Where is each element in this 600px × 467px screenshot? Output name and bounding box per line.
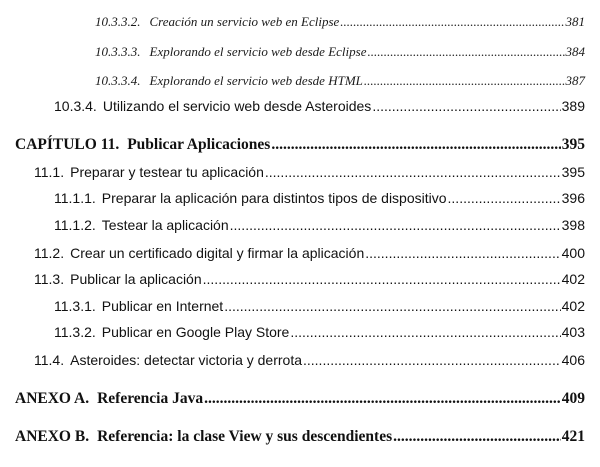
toc-number: ANEXO B. bbox=[15, 428, 90, 445]
toc-leader-dots bbox=[230, 217, 561, 233]
toc-title: Publicar en Google Play Store bbox=[101, 324, 290, 340]
toc-title: Testear la aplicación bbox=[101, 217, 229, 233]
toc-title: Explorando el servicio web desde HTML bbox=[149, 73, 363, 88]
toc-page-number: 395 bbox=[561, 136, 585, 153]
toc-page-number: 398 bbox=[561, 217, 585, 233]
toc-entry-11-1[interactable] bbox=[34, 164, 585, 180]
toc-page-number: 395 bbox=[561, 164, 585, 180]
toc-title: Publicar en Internet bbox=[101, 298, 224, 314]
toc-number: 11.1.2. bbox=[54, 217, 96, 233]
toc-title: Referencia: la clase View y sus descendientes bbox=[97, 428, 393, 445]
toc-title: Utilizando el servicio web desde Asteroides bbox=[102, 98, 372, 114]
toc-leader-dots bbox=[224, 298, 560, 314]
toc-entry-10-3-3-4[interactable] bbox=[95, 73, 585, 89]
toc-number: 11.4. bbox=[34, 352, 65, 368]
toc-title: Explorando el servicio web desde Eclipse bbox=[149, 44, 367, 59]
toc-leader-dots bbox=[448, 190, 561, 206]
toc-page-number: 384 bbox=[565, 44, 585, 59]
toc-leader-dots bbox=[393, 428, 561, 446]
toc-title: Publicar Aplicaciones bbox=[127, 136, 271, 153]
toc-title: Referencia Java bbox=[97, 390, 204, 407]
toc-number: 10.3.3.3. bbox=[95, 44, 141, 59]
toc-leader-dots bbox=[367, 44, 564, 60]
toc-leader-dots bbox=[265, 164, 561, 180]
toc-entry-11-1-1[interactable] bbox=[54, 190, 585, 206]
toc-title: Crear un certificado digital y firmar la aplicación bbox=[70, 245, 365, 261]
toc-leader-dots bbox=[271, 136, 560, 154]
toc-page-number: 402 bbox=[561, 298, 585, 314]
toc-number: 11.3.2. bbox=[54, 324, 96, 340]
toc-leader-dots bbox=[364, 73, 565, 89]
toc-number: CAPÍTULO 11. bbox=[15, 136, 120, 153]
toc-entry-11-3-1[interactable] bbox=[54, 298, 585, 314]
toc-number: 10.3.3.4. bbox=[95, 73, 141, 88]
toc-title: Creación un servicio web en Eclipse bbox=[149, 14, 340, 29]
toc-number: 11.3. bbox=[34, 271, 65, 287]
toc-title: Preparar la aplicación para distintos tipos de dispositivo bbox=[101, 190, 447, 206]
toc-page-number: 400 bbox=[561, 245, 585, 261]
toc-number: 11.1. bbox=[34, 164, 65, 180]
toc-leader-dots bbox=[290, 324, 560, 340]
toc-page-number: 421 bbox=[561, 428, 585, 445]
toc-page-number: 402 bbox=[561, 271, 585, 287]
toc-entry-11-3[interactable] bbox=[34, 271, 585, 287]
toc-page-number: 389 bbox=[561, 98, 585, 114]
toc-entry-11-3-2[interactable] bbox=[54, 324, 585, 340]
toc-page-number: 409 bbox=[561, 390, 585, 407]
toc-leader-dots bbox=[340, 14, 564, 30]
toc-entry-11-4[interactable] bbox=[34, 352, 585, 368]
toc-page-number: 387 bbox=[565, 73, 585, 88]
toc-entry-chapter-11[interactable] bbox=[15, 136, 585, 154]
toc-entry-annex-b[interactable] bbox=[15, 428, 585, 446]
toc-entry-10-3-3-3[interactable] bbox=[95, 44, 585, 60]
toc-page-number: 396 bbox=[561, 190, 585, 206]
toc-page-number: 406 bbox=[561, 352, 585, 368]
toc-entry-annex-a[interactable] bbox=[15, 390, 585, 408]
toc-number: 10.3.4. bbox=[54, 98, 97, 114]
toc-entry-11-1-2[interactable] bbox=[54, 217, 585, 233]
toc-title: Asteroides: detectar victoria y derrota bbox=[70, 352, 302, 368]
toc-leader-dots bbox=[365, 245, 560, 261]
toc-title: Publicar la aplicación bbox=[70, 271, 202, 287]
toc-page-number: 403 bbox=[561, 324, 585, 340]
toc-number: 11.3.1. bbox=[54, 298, 96, 314]
toc-entry-10-3-3-2[interactable] bbox=[95, 14, 585, 30]
toc-number: ANEXO A. bbox=[15, 390, 90, 407]
toc-leader-dots bbox=[372, 98, 560, 114]
toc-title: Preparar y testear tu aplicación bbox=[70, 164, 264, 180]
toc-number: 11.1.1. bbox=[54, 190, 96, 206]
toc-entry-11-2[interactable] bbox=[34, 245, 585, 261]
toc-page-number: 381 bbox=[565, 14, 585, 29]
toc-number: 10.3.3.2. bbox=[95, 14, 141, 29]
toc-number: 11.2. bbox=[34, 245, 65, 261]
toc-leader-dots bbox=[204, 390, 561, 408]
toc-leader-dots bbox=[203, 271, 561, 287]
toc-leader-dots bbox=[303, 352, 561, 368]
toc-entry-10-3-4[interactable] bbox=[54, 98, 585, 114]
